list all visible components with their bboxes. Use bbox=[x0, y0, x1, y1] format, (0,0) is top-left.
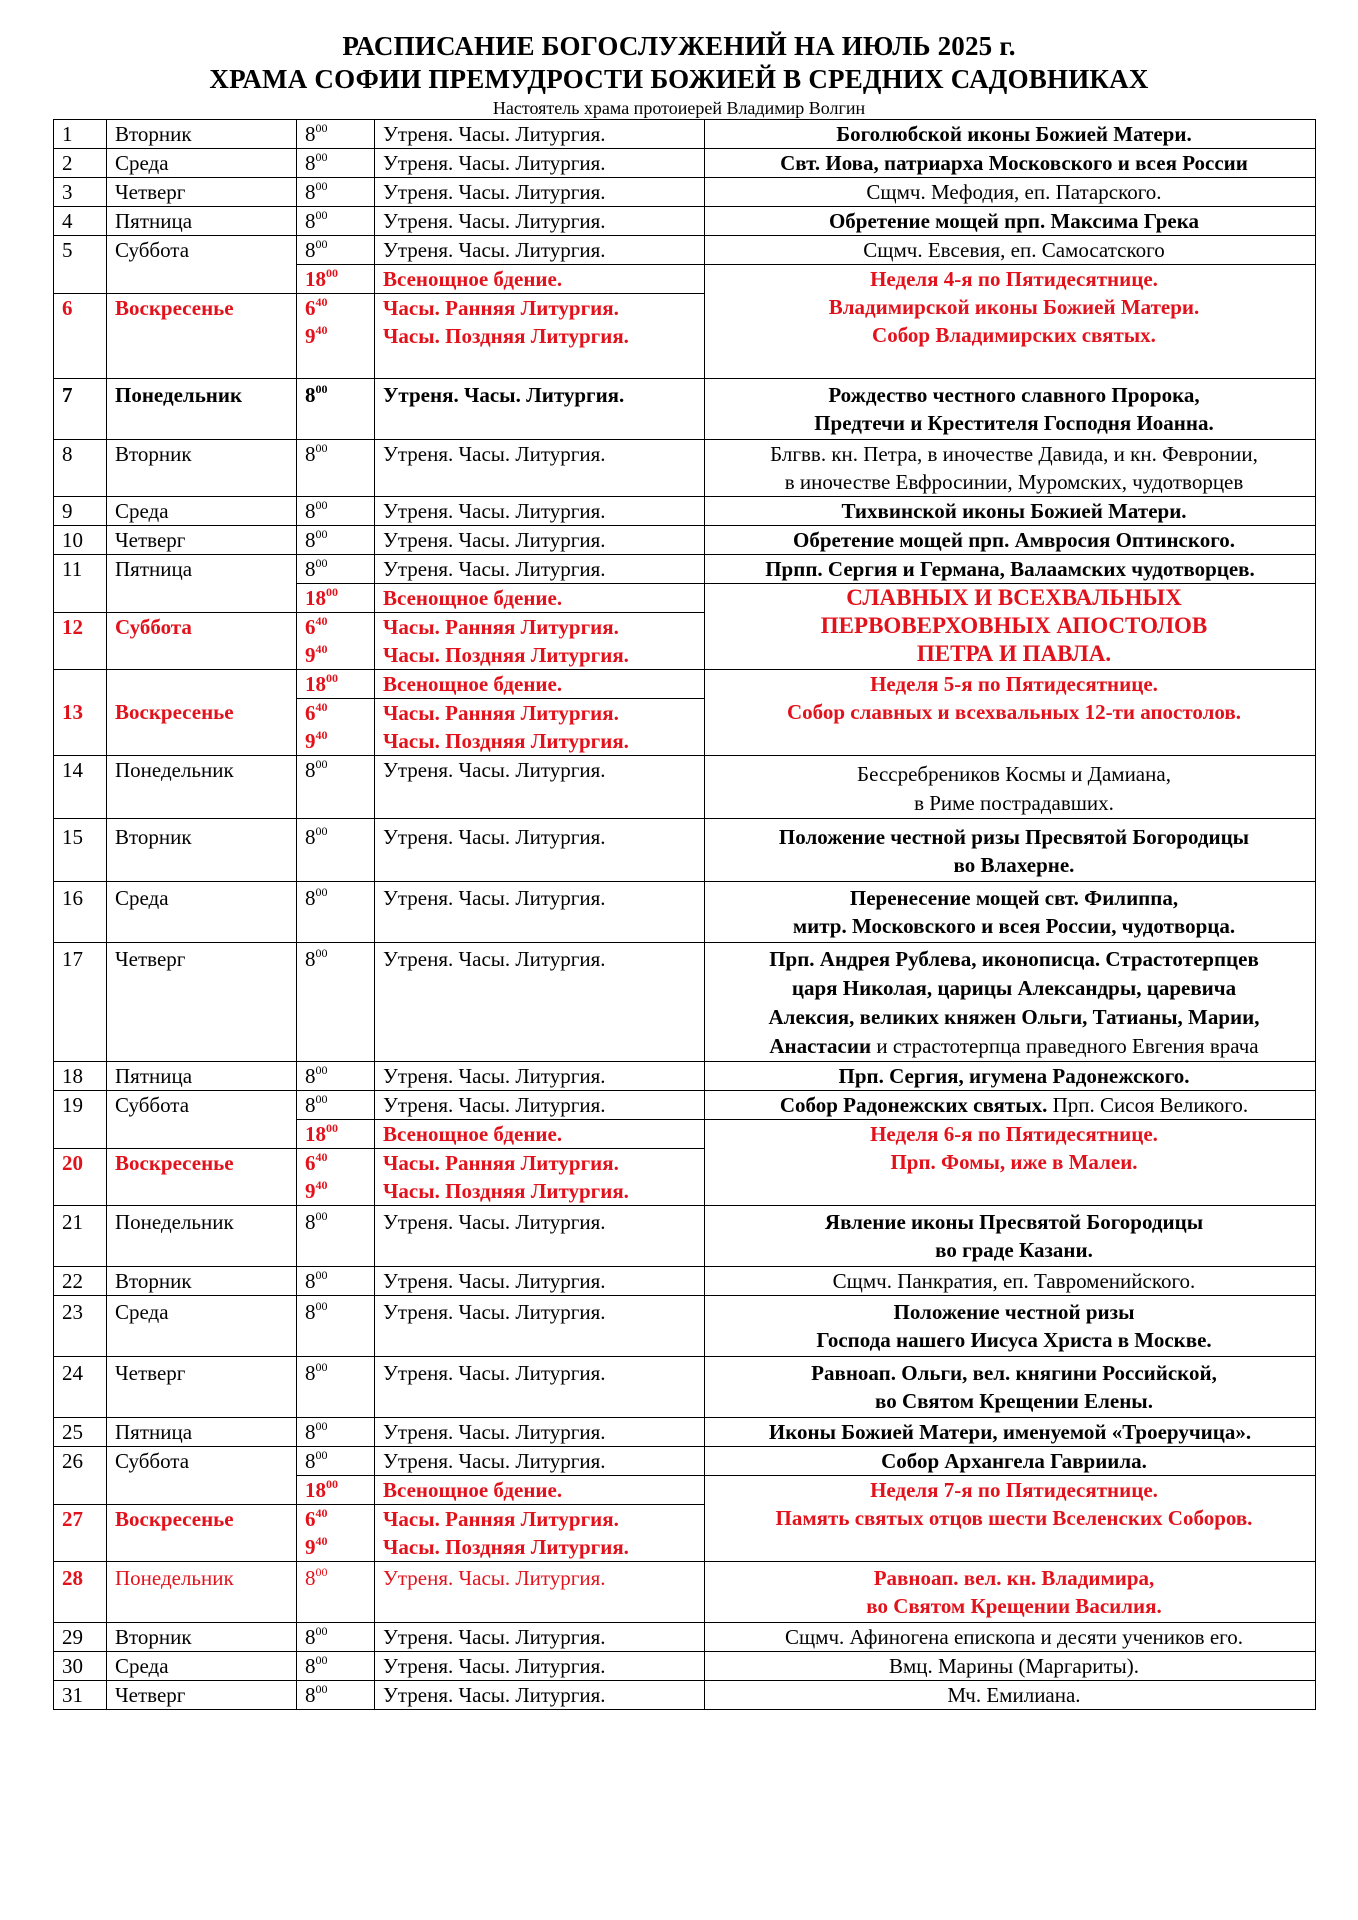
feast-name: Прп. Андрея Рублева, иконописца. Страстотерпцев царя Николая, царицы Александры, царевича Алексия, великих княжен Ольги, Татианы, Марии, Анастасии и страстотерпца праведного Евгения врача bbox=[705, 943, 1316, 1062]
table-row bbox=[54, 440, 1316, 497]
rector-line: Настоятель храма протоиерей Владимир Волгин bbox=[492, 98, 866, 118]
day-number: 2 bbox=[54, 149, 107, 178]
table-row bbox=[54, 120, 1316, 149]
service-name: Утреня. Часы. Литургия. bbox=[375, 819, 705, 882]
service-name: Часы. Ранняя Литургия. Часы. Поздняя Литургия. bbox=[375, 613, 705, 670]
feast-name: Сщмч. Панкратия, еп. Тавроменийского. bbox=[705, 1267, 1316, 1296]
table-row bbox=[54, 1267, 1316, 1296]
table-row bbox=[54, 497, 1316, 526]
feast-name: СЛАВНЫХ И ВСЕХВАЛЬНЫХ ПЕРВОВЕРХОВНЫХ АПОСТОЛОВ ПЕТРА И ПАВЛА. bbox=[705, 584, 1316, 670]
day-number: 30 bbox=[54, 1652, 107, 1681]
schedule-table bbox=[53, 119, 1316, 1710]
service-name: Всенощное бдение. bbox=[375, 670, 705, 699]
church-name: ХРАМА СОФИИ ПРЕМУДРОСТИ БОЖИЕЙ В СРЕДНИХ САДОВНИКАХ bbox=[209, 64, 1149, 94]
feast-name: Обретение мощей прп. Амвросия Оптинского. bbox=[705, 526, 1316, 555]
table-row bbox=[54, 1296, 1316, 1357]
service-time: $8^{00}$ bbox=[297, 526, 375, 555]
day-number: 27 bbox=[54, 1505, 107, 1562]
day-number: 12 bbox=[54, 613, 107, 670]
weekday: Вторник bbox=[107, 120, 297, 149]
feast-name: Положение честной ризы Пресвятой Богородицы во Влахерне. bbox=[705, 819, 1316, 882]
table-row bbox=[54, 943, 1316, 1062]
weekday: Вторник bbox=[107, 1623, 297, 1652]
day-number: 5 bbox=[54, 236, 107, 294]
table-row bbox=[54, 1652, 1316, 1681]
service-time: $8^{00}$ bbox=[297, 1681, 375, 1710]
feast-name: Сщмч. Мефодия, еп. Патарского. bbox=[705, 178, 1316, 207]
service-time: $6^{40}$ $9^{40}$ bbox=[297, 1505, 375, 1562]
day-number: 11 bbox=[54, 555, 107, 613]
service-name: Всенощное бдение. bbox=[375, 1120, 705, 1149]
feast-name: Неделя 6-я по Пятидесятнице. Прп. Фомы, иже в Малеи. bbox=[705, 1120, 1316, 1206]
service-time: $8^{00}$ bbox=[297, 207, 375, 236]
weekday: Среда bbox=[107, 497, 297, 526]
service-name: Утреня. Часы. Литургия. bbox=[375, 1357, 705, 1418]
service-name: Утреня. Часы. Литургия. bbox=[375, 1267, 705, 1296]
service-name: Утреня. Часы. Литургия. bbox=[375, 756, 705, 819]
weekday: Четверг bbox=[107, 526, 297, 555]
service-time: $8^{00}$ bbox=[297, 882, 375, 943]
day-number: 25 bbox=[54, 1418, 107, 1447]
day-number: 14 bbox=[54, 756, 107, 819]
feast-name: Обретение мощей прп. Максима Грека bbox=[705, 207, 1316, 236]
service-name: Утреня. Часы. Литургия. bbox=[375, 1296, 705, 1357]
feast-name: Прп. Сергия, игумена Радонежского. bbox=[705, 1062, 1316, 1091]
feast-name: Боголюбской иконы Божией Матери. bbox=[705, 120, 1316, 149]
service-time: $8^{00}$ bbox=[297, 1418, 375, 1447]
weekday: Понедельник bbox=[107, 756, 297, 819]
service-name: Утреня. Часы. Литургия. bbox=[375, 497, 705, 526]
service-name: Утреня. Часы. Литургия. bbox=[375, 149, 705, 178]
service-time: $6^{40}$ $9^{40}$ bbox=[297, 294, 375, 379]
feast-name: Сщмч. Евсевия, еп. Самосатского bbox=[705, 236, 1316, 265]
service-name: Утреня. Часы. Литургия. bbox=[375, 555, 705, 584]
weekday: Пятница bbox=[107, 1418, 297, 1447]
feast-name: Явление иконы Пресвятой Богородицы во граде Казани. bbox=[705, 1206, 1316, 1267]
day-number: 3 bbox=[54, 178, 107, 207]
table-row bbox=[54, 1062, 1316, 1091]
table-row bbox=[54, 670, 1316, 699]
service-time: $8^{00}$ bbox=[297, 120, 375, 149]
feast-name: Перенесение мощей свт. Филиппа, митр. Московского и всея России, чудотворца. bbox=[705, 882, 1316, 943]
table-row bbox=[54, 819, 1316, 882]
service-time: $8^{00}$ bbox=[297, 756, 375, 819]
weekday: Суббота bbox=[107, 1091, 297, 1149]
service-time: $8^{00}$ bbox=[297, 1062, 375, 1091]
service-time: $6^{40}$ $9^{40}$ bbox=[297, 613, 375, 670]
service-name: Утреня. Часы. Литургия. bbox=[375, 1447, 705, 1476]
weekday: Понедельник bbox=[107, 1206, 297, 1267]
service-time: $8^{00}$ bbox=[297, 1296, 375, 1357]
table-row bbox=[54, 1418, 1316, 1447]
weekday: Суббота bbox=[107, 1447, 297, 1505]
service-time: $18^{00}$ bbox=[297, 1476, 375, 1505]
weekday: Пятница bbox=[107, 207, 297, 236]
feast-name: Неделя 7-я по Пятидесятнице. Память святых отцов шести Вселенских Соборов. bbox=[705, 1476, 1316, 1562]
feast-name: Блгвв. кн. Петра, в иночестве Давида, и кн. Февронии, в иночестве Евфросинии, Муромских, чудотворцев bbox=[705, 440, 1316, 497]
day-number: 1 bbox=[54, 120, 107, 149]
feast-name: Собор Архангела Гавриила. bbox=[705, 1447, 1316, 1476]
service-name: Часы. Ранняя Литургия. Часы. Поздняя Литургия. bbox=[375, 1505, 705, 1562]
service-name: Утреня. Часы. Литургия. bbox=[375, 178, 705, 207]
day-number: 17 bbox=[54, 943, 107, 1062]
service-time: $8^{00}$ bbox=[297, 1447, 375, 1476]
service-time: $6^{40}$ $9^{40}$ bbox=[297, 1149, 375, 1206]
day-number: 22 bbox=[54, 1267, 107, 1296]
weekday: Четверг bbox=[107, 178, 297, 207]
feast-name: Неделя 5-я по Пятидесятнице. Собор славных и всехвальных 12-ти апостолов. bbox=[705, 670, 1316, 756]
service-name: Утреня. Часы. Литургия. bbox=[375, 882, 705, 943]
feast-name: Мч. Емилиана. bbox=[705, 1681, 1316, 1710]
service-name: Утреня. Часы. Литургия. bbox=[375, 379, 705, 440]
table-row bbox=[54, 526, 1316, 555]
service-name: Утреня. Часы. Литургия. bbox=[375, 1562, 705, 1623]
day-number: 15 bbox=[54, 819, 107, 882]
table-row bbox=[54, 1447, 1316, 1476]
table-row bbox=[54, 1562, 1316, 1623]
service-time: $8^{00}$ bbox=[297, 440, 375, 497]
service-name: Утреня. Часы. Литургия. bbox=[375, 943, 705, 1062]
service-name: Часы. Ранняя Литургия. Часы. Поздняя Литургия. bbox=[375, 1149, 705, 1206]
weekday: Воскресенье bbox=[107, 1149, 297, 1206]
weekday: Вторник bbox=[107, 440, 297, 497]
weekday: Вторник bbox=[107, 819, 297, 882]
table-row bbox=[54, 555, 1316, 584]
day-number: 31 bbox=[54, 1681, 107, 1710]
service-name: Утреня. Часы. Литургия. bbox=[375, 1206, 705, 1267]
feast-name: Неделя 4-я по Пятидесятнице. Владимирской иконы Божией Матери. Собор Владимирских святых. bbox=[705, 265, 1316, 379]
service-time: $18^{00}$ bbox=[297, 584, 375, 613]
day-number: 10 bbox=[54, 526, 107, 555]
service-time: $8^{00}$ bbox=[297, 555, 375, 584]
service-time: $8^{00}$ bbox=[297, 943, 375, 1062]
service-name: Всенощное бдение. bbox=[375, 584, 705, 613]
service-name: Утреня. Часы. Литургия. bbox=[375, 1091, 705, 1120]
weekday: Воскресенье bbox=[107, 1505, 297, 1562]
service-name: Утреня. Часы. Литургия. bbox=[375, 120, 705, 149]
table-row bbox=[54, 1091, 1316, 1120]
service-time: $6^{40}$ $9^{40}$ bbox=[297, 699, 375, 756]
weekday: Среда bbox=[107, 1652, 297, 1681]
service-time: $18^{00}$ bbox=[297, 670, 375, 699]
service-time: $8^{00}$ bbox=[297, 819, 375, 882]
service-time: $8^{00}$ bbox=[297, 1091, 375, 1120]
weekday: Воскресенье bbox=[107, 670, 297, 756]
service-name: Всенощное бдение. bbox=[375, 265, 705, 294]
feast-name: Рождество честного славного Пророка, Предтечи и Крестителя Господня Иоанна. bbox=[705, 379, 1316, 440]
service-name: Утреня. Часы. Литургия. bbox=[375, 526, 705, 555]
service-time: $8^{00}$ bbox=[297, 1357, 375, 1418]
service-time: $8^{00}$ bbox=[297, 1623, 375, 1652]
service-name: Часы. Ранняя Литургия. Часы. Поздняя Литургия. bbox=[375, 294, 705, 379]
weekday: Среда bbox=[107, 1296, 297, 1357]
weekday: Суббота bbox=[107, 236, 297, 294]
day-number: 7 bbox=[54, 379, 107, 440]
service-time: $8^{00}$ bbox=[297, 497, 375, 526]
weekday: Четверг bbox=[107, 943, 297, 1062]
day-number: 19 bbox=[54, 1091, 107, 1149]
service-time: $8^{00}$ bbox=[297, 379, 375, 440]
feast-name: Равноап. Ольги, вел. княгини Российской, во Святом Крещении Елены. bbox=[705, 1357, 1316, 1418]
day-number: 6 bbox=[54, 294, 107, 379]
service-name: Всенощное бдение. bbox=[375, 1476, 705, 1505]
table-row bbox=[54, 1206, 1316, 1267]
weekday: Понедельник bbox=[107, 379, 297, 440]
day-number: 4 bbox=[54, 207, 107, 236]
day-number: 16 bbox=[54, 882, 107, 943]
service-name: Утреня. Часы. Литургия. bbox=[375, 1652, 705, 1681]
service-name: Утреня. Часы. Литургия. bbox=[375, 207, 705, 236]
day-number: 21 bbox=[54, 1206, 107, 1267]
weekday: Среда bbox=[107, 882, 297, 943]
day-number: 20 bbox=[54, 1149, 107, 1206]
service-name: Утреня. Часы. Литургия. bbox=[375, 1062, 705, 1091]
day-number: 28 bbox=[54, 1562, 107, 1623]
table-row bbox=[54, 1681, 1316, 1710]
table-row bbox=[54, 882, 1316, 943]
service-time: $8^{00}$ bbox=[297, 1267, 375, 1296]
table-row bbox=[54, 1357, 1316, 1418]
weekday: Вторник bbox=[107, 1267, 297, 1296]
service-name: Утреня. Часы. Литургия. bbox=[375, 1681, 705, 1710]
service-time: $18^{00}$ bbox=[297, 1120, 375, 1149]
day-number: 23 bbox=[54, 1296, 107, 1357]
weekday: Воскресенье bbox=[107, 294, 297, 379]
feast-name: Собор Радонежских святых. Прп. Сисоя Великого. bbox=[705, 1091, 1316, 1120]
table-row bbox=[54, 236, 1316, 265]
day-number: 13 bbox=[54, 670, 107, 756]
weekday: Понедельник bbox=[107, 1562, 297, 1623]
service-time: $8^{00}$ bbox=[297, 178, 375, 207]
service-time: $18^{00}$ bbox=[297, 265, 375, 294]
service-time: $8^{00}$ bbox=[297, 1562, 375, 1623]
table-row bbox=[54, 379, 1316, 440]
feast-name: Тихвинской иконы Божией Матери. bbox=[705, 497, 1316, 526]
day-number: 18 bbox=[54, 1062, 107, 1091]
service-time: $8^{00}$ bbox=[297, 149, 375, 178]
day-number: 8 bbox=[54, 440, 107, 497]
table-row bbox=[54, 207, 1316, 236]
feast-name: Вмц. Марины (Маргариты). bbox=[705, 1652, 1316, 1681]
weekday: Пятница bbox=[107, 555, 297, 613]
weekday: Среда bbox=[107, 149, 297, 178]
day-number: 9 bbox=[54, 497, 107, 526]
day-number: 29 bbox=[54, 1623, 107, 1652]
service-name: Утреня. Часы. Литургия. bbox=[375, 1418, 705, 1447]
feast-name: Равноап. вел. кн. Владимира, во Святом Крещении Василия. bbox=[705, 1562, 1316, 1623]
service-time: $8^{00}$ bbox=[297, 1652, 375, 1681]
feast-name: Прпп. Сергия и Германа, Валаамских чудотворцев. bbox=[705, 555, 1316, 584]
service-time: $8^{00}$ bbox=[297, 1206, 375, 1267]
weekday: Четверг bbox=[107, 1681, 297, 1710]
feast-name: Свт. Иова, патриарха Московского и всея России bbox=[705, 149, 1316, 178]
weekday: Суббота bbox=[107, 613, 297, 670]
service-name: Утреня. Часы. Литургия. bbox=[375, 1623, 705, 1652]
table-row bbox=[54, 149, 1316, 178]
service-name: Утреня. Часы. Литургия. bbox=[375, 236, 705, 265]
day-number: 26 bbox=[54, 1447, 107, 1505]
service-name: Утреня. Часы. Литургия. bbox=[375, 440, 705, 497]
table-row bbox=[54, 1623, 1316, 1652]
service-name: Часы. Ранняя Литургия. Часы. Поздняя Литургия. bbox=[375, 699, 705, 756]
page-title: РАСПИСАНИЕ БОГОСЛУЖЕНИЙ НА ИЮЛЬ 2025 г. bbox=[342, 31, 1016, 61]
day-number: 24 bbox=[54, 1357, 107, 1418]
weekday: Четверг bbox=[107, 1357, 297, 1418]
table-row bbox=[54, 756, 1316, 819]
feast-name: Сщмч. Афиногена епископа и десяти учеников его. bbox=[705, 1623, 1316, 1652]
feast-name: Положение честной ризы Господа нашего Иисуса Христа в Москве. bbox=[705, 1296, 1316, 1357]
feast-name: Иконы Божией Матери, именуемой «Троеручица». bbox=[705, 1418, 1316, 1447]
table-row bbox=[54, 178, 1316, 207]
service-time: $8^{00}$ bbox=[297, 236, 375, 265]
weekday: Пятница bbox=[107, 1062, 297, 1091]
feast-name: Бессребреников Космы и Дамиана, в Риме пострадавших. bbox=[705, 756, 1316, 819]
